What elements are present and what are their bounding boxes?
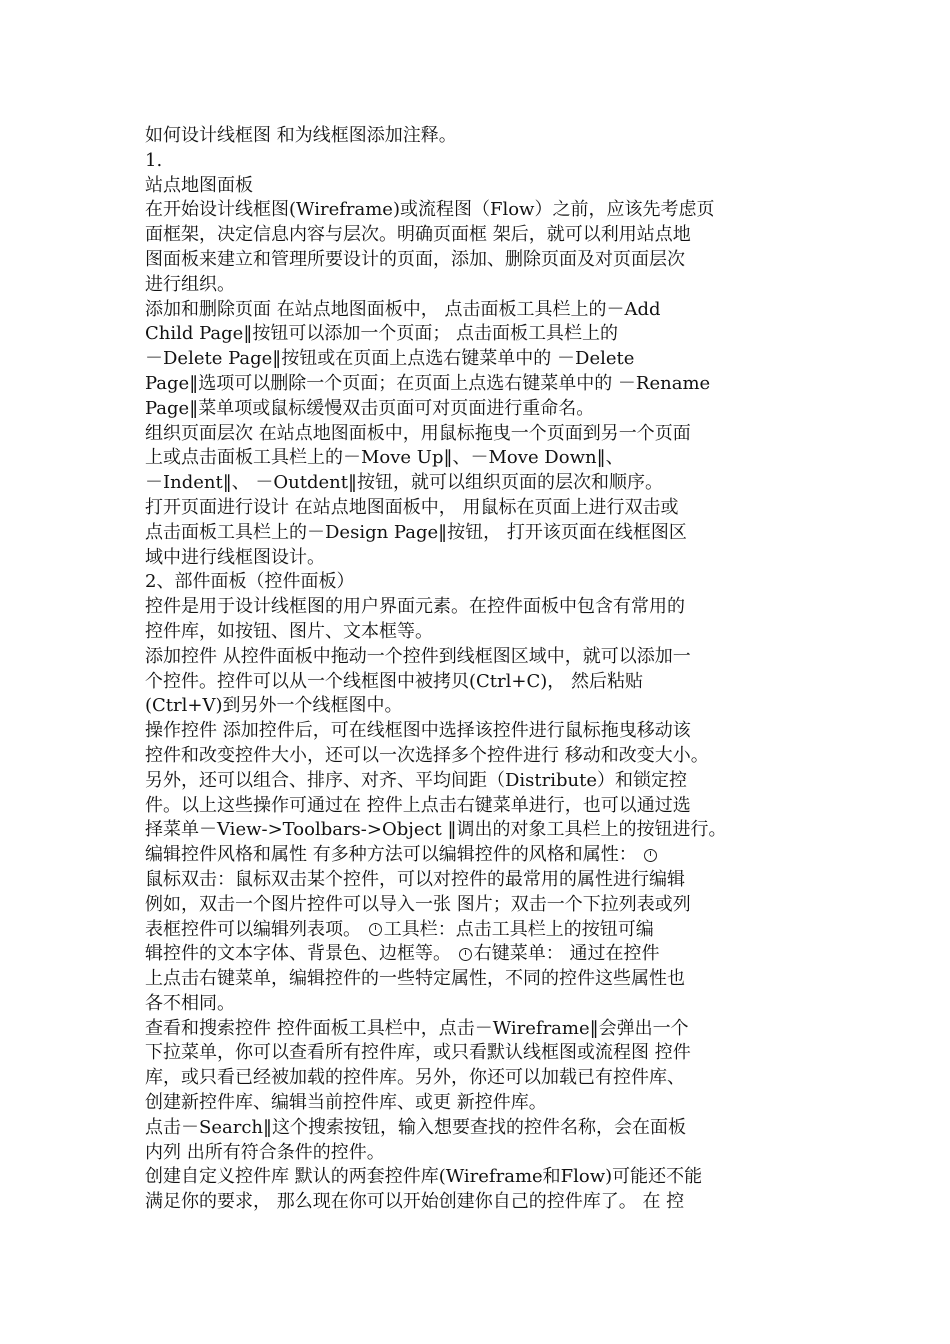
doc-line-4: 在开始设计线框图(Wireframe)或流程图（Flow）之前，应该先考虑页 bbox=[145, 199, 715, 221]
doc-line-25: 操作控件 添加控件后，可在线框图中选择该控件进行鼠标拖曳移动该 bbox=[145, 720, 691, 742]
doc-line-8: 添加和删除页面 在站点地图面板中， 点击面板工具栏上的－Add bbox=[145, 298, 661, 320]
doc-line-31: 鼠标双击：鼠标双击某个控件，可以对控件的最常用的属性进行编辑 bbox=[145, 868, 685, 890]
doc-line-13: 组织页面层次 在站点地图面板中，用鼠标拖曳一个页面到另一个页面 bbox=[145, 422, 691, 444]
doc-line-42: 内列 出所有符合条件的控件。 bbox=[145, 1141, 385, 1163]
doc-line-5: 面框架，决定信息内容与层次。明确页面框 架后，就可以利用站点地 bbox=[145, 224, 691, 246]
doc-line-6: 图面板来建立和管理所要设计的页面，添加、删除页面及对页面层次 bbox=[145, 248, 685, 270]
doc-line-3: 站点地图面板 bbox=[145, 174, 253, 196]
doc-line-34-text: 辑控件的文本字体、背景色、边框等。 bbox=[145, 943, 457, 965]
doc-line-30 bbox=[145, 843, 813, 868]
doc-line-32: 例如，双击一个图片控件可以导入一张 图片；双击一个下拉列表或列 bbox=[145, 893, 691, 915]
doc-line-34 bbox=[145, 942, 813, 967]
doc-line-30-text: 编辑控件风格和属性 有多种方法可以编辑控件的风格和属性： bbox=[145, 844, 643, 866]
doc-line-22: 添加控件 从控件面板中拖动一个控件到线框图区域中，就可以添加一 bbox=[145, 645, 691, 667]
doc-line-35: 上点击右键菜单，编辑控件的一些特定属性，不同的控件这些属性也 bbox=[145, 968, 685, 990]
doc-line-36: 各不相同。 bbox=[145, 992, 235, 1014]
doc-line-44: 满足你的要求， 那么现在你可以开始创建你自己的控件库了。 在 控 bbox=[145, 1191, 685, 1213]
doc-line-12: Page‖菜单项或鼠标缓慢双击页面可对页面进行重命名。 bbox=[145, 397, 595, 419]
doc-line-38: 下拉菜单，你可以查看所有控件库，或只看默认线框图或流程图 控件 bbox=[145, 1042, 691, 1064]
doc-line-24: (Ctrl+V)到另外一个线框图中。 bbox=[145, 695, 403, 717]
doc-line-9: Child Page‖按钮可以添加一个页面； 点击面板工具栏上的 bbox=[145, 323, 619, 345]
doc-line-34-tail: 右键菜单： 通过在控件 bbox=[473, 943, 660, 965]
clock-icon bbox=[644, 849, 657, 862]
doc-line-29: 择菜单－View->Toolbars->Object ‖调出的对象工具栏上的按钮进行。 bbox=[145, 819, 727, 841]
doc-line-16: 打开页面进行设计 在站点地图面板中， 用鼠标在页面上进行双击或 bbox=[145, 496, 679, 518]
doc-line-7: 进行组织。 bbox=[145, 273, 235, 295]
clock-icon bbox=[459, 948, 472, 961]
doc-line-11: Page‖选项可以删除一个页面；在页面上点选右键菜单中的 －Rename bbox=[145, 372, 711, 394]
doc-line-33-text: 表框控件可以编辑列表项。 bbox=[145, 918, 367, 940]
doc-line-41: 点击－Search‖这个搜索按钮，输入想要查找的控件名称，会在面板 bbox=[145, 1116, 686, 1138]
doc-line-14: 上或点击面板工具栏上的－Move Up‖、－Move Down‖、 bbox=[145, 447, 624, 469]
doc-line-1: 如何设计线框图 和为线框图添加注释。 bbox=[145, 125, 457, 146]
doc-line-26: 控件和改变控件大小，还可以一次选择多个控件进行 移动和改变大小。 bbox=[145, 744, 709, 766]
doc-line-33-tail: 工具栏：点击工具栏上的按钮可编 bbox=[383, 918, 654, 940]
doc-line-10: －Delete Page‖按钮或在页面上点选右键菜单中的 －Delete bbox=[145, 348, 635, 370]
doc-line-23: 个控件。控件可以从一个线框图中被拷贝(Ctrl+C)， 然后粘贴 bbox=[145, 670, 643, 692]
doc-line-40: 创建新控件库、编辑当前控件库、或更 新控件库。 bbox=[145, 1092, 547, 1114]
doc-line-43: 创建自定义控件库 默认的两套控件库(Wireframe和Flow)可能还不能 bbox=[145, 1166, 703, 1188]
document-body bbox=[145, 124, 813, 1215]
doc-line-15: －Indent‖、 －Outdent‖按钮，就可以组织页面的层次和顺序。 bbox=[145, 472, 664, 494]
clock-icon bbox=[369, 923, 382, 936]
doc-line-17: 点击面板工具栏上的－Design Page‖按钮， 打开该页面在线框图区 bbox=[145, 521, 687, 543]
doc-line-20: 控件是用于设计线框图的用户界面元素。在控件面板中包含有常用的 bbox=[145, 596, 685, 618]
doc-line-27: 另外，还可以组合、排序、对齐、平均间距（Distribute）和锁定控 bbox=[145, 769, 688, 791]
doc-line-37: 查看和搜索控件 控件面板工具栏中，点击－Wireframe‖会弹出一个 bbox=[145, 1017, 689, 1039]
doc-line-39: 库，或只看已经被加载的控件库。另外，你还可以加载已有控件库、 bbox=[145, 1067, 685, 1089]
doc-line-19: 2、部件面板（控件面板） bbox=[145, 571, 355, 593]
doc-line-33 bbox=[145, 918, 813, 943]
doc-line-28: 件。以上这些操作可通过在 控件上点击右键菜单进行，也可以通过选 bbox=[145, 794, 691, 816]
doc-line-18: 域中进行线框图设计。 bbox=[145, 546, 325, 568]
doc-line-2: 1. bbox=[145, 149, 163, 171]
doc-line-21: 控件库，如按钮、图片、文本框等。 bbox=[145, 620, 433, 642]
